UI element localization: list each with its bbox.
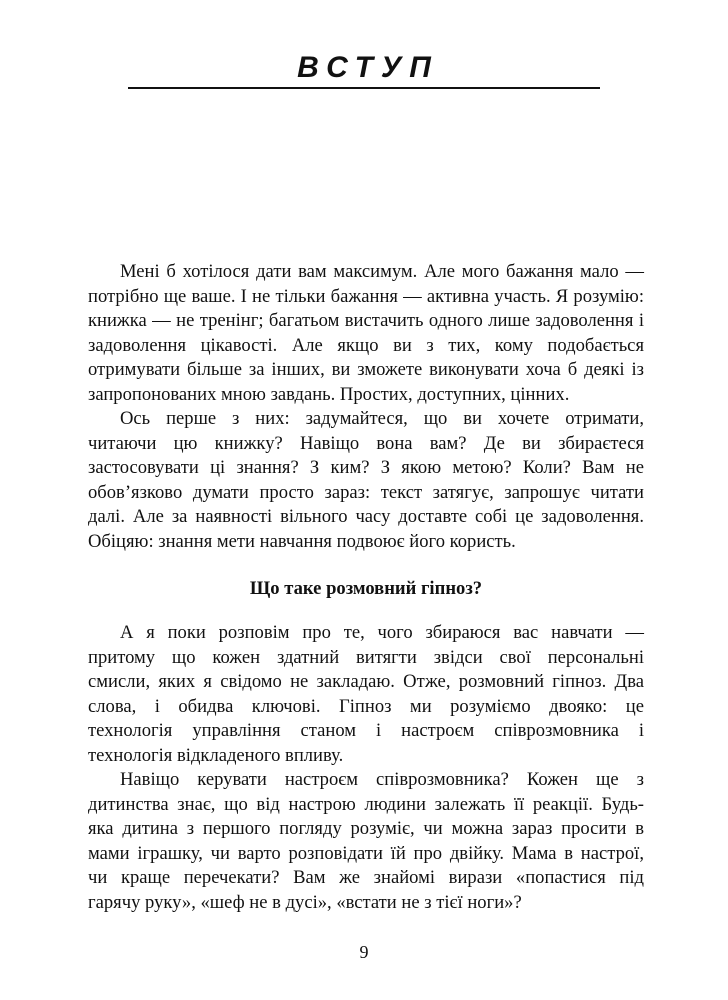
section-paragraph-2 [88,768,644,915]
text-line: Ось перше з них: задумайтеся, що ви хочете отримати, [120,408,644,429]
text-line: чи краще перечекати? Вам же знайомі вирази «попастися під [88,867,644,888]
text-line: читаючи цю книжку? Навіщо вона вам? Де ви збираєтеся [88,432,644,454]
text-line: дитинства знає, що від настрою людини залежать її реакції. Будь- [88,793,644,815]
page-number: 9 [359,942,369,962]
text-line: далі. Але за наявності вільного часу доставте собі це задоволення. [88,506,644,527]
chapter-title: ВСТУП [297,51,439,84]
text-line: Мені б хотілося дати вам максимум. Але мого бажання мало — [120,261,644,282]
text-line: запропонованих мною завдань. Простих, доступних, цінних. [88,383,570,405]
text-line: мами іграшку, чи варто розповідати їй про двійку. Мама в настрої, [88,842,644,864]
text-line: гарячу руку», «шеф не в дусі», «встати не з тієї ноги»? [88,891,522,913]
text-line: книжка — не тренінг; багатьом вистачить одного лише задоволення і [88,310,644,331]
text-line: застосовувати ці знання? З ким? З якою метою? Коли? Вам не [88,457,644,478]
chapter-header [128,50,600,89]
text-line: технологія відкладеного впливу. [88,744,344,766]
section-heading: Що таке розмовний гіпноз? [249,578,483,599]
text-line: слова, і обидва ключові. Гіпноз ми розуміємо двояко: це [88,695,644,717]
intro-paragraph-1 [88,260,644,407]
text-line: отримувати більше за інших, ви зможете виконувати хоча б деякі із [88,359,644,380]
intro-paragraph-2 [88,407,644,554]
text-line: потрібно ще ваше. І не тільки бажання — активна участь. Я розумію: [88,285,644,307]
text-line: притому що кожен здатний витягти звідси свої персональні [88,646,644,668]
text-line: яка дитина з першого погляду розуміє, чи можна зараз просити в [88,818,644,839]
section-paragraph-1 [88,621,644,768]
text-line: обов’язково думати просто зараз: текст затягує, запрошує читати [88,481,644,503]
text-line: Навіщо керувати настроєм співрозмовника? Кожен ще з [120,769,644,790]
chapter-title-rule [128,87,600,89]
text-line: технологія управління станом і настроєм співрозмовника і [88,720,644,741]
text-line: А я поки розповім про те, чого збираюся вас навчати — [120,622,644,643]
text-line: Обіцяю: знання мети навчання подвоює його користь. [88,530,516,552]
text-line: задоволення цікавості. Але якщо ви з тих, кому подобається [88,334,644,356]
text-line: смисли, яких я свідомо не закладаю. Отже, розмовний гіпноз. Два [88,671,644,692]
